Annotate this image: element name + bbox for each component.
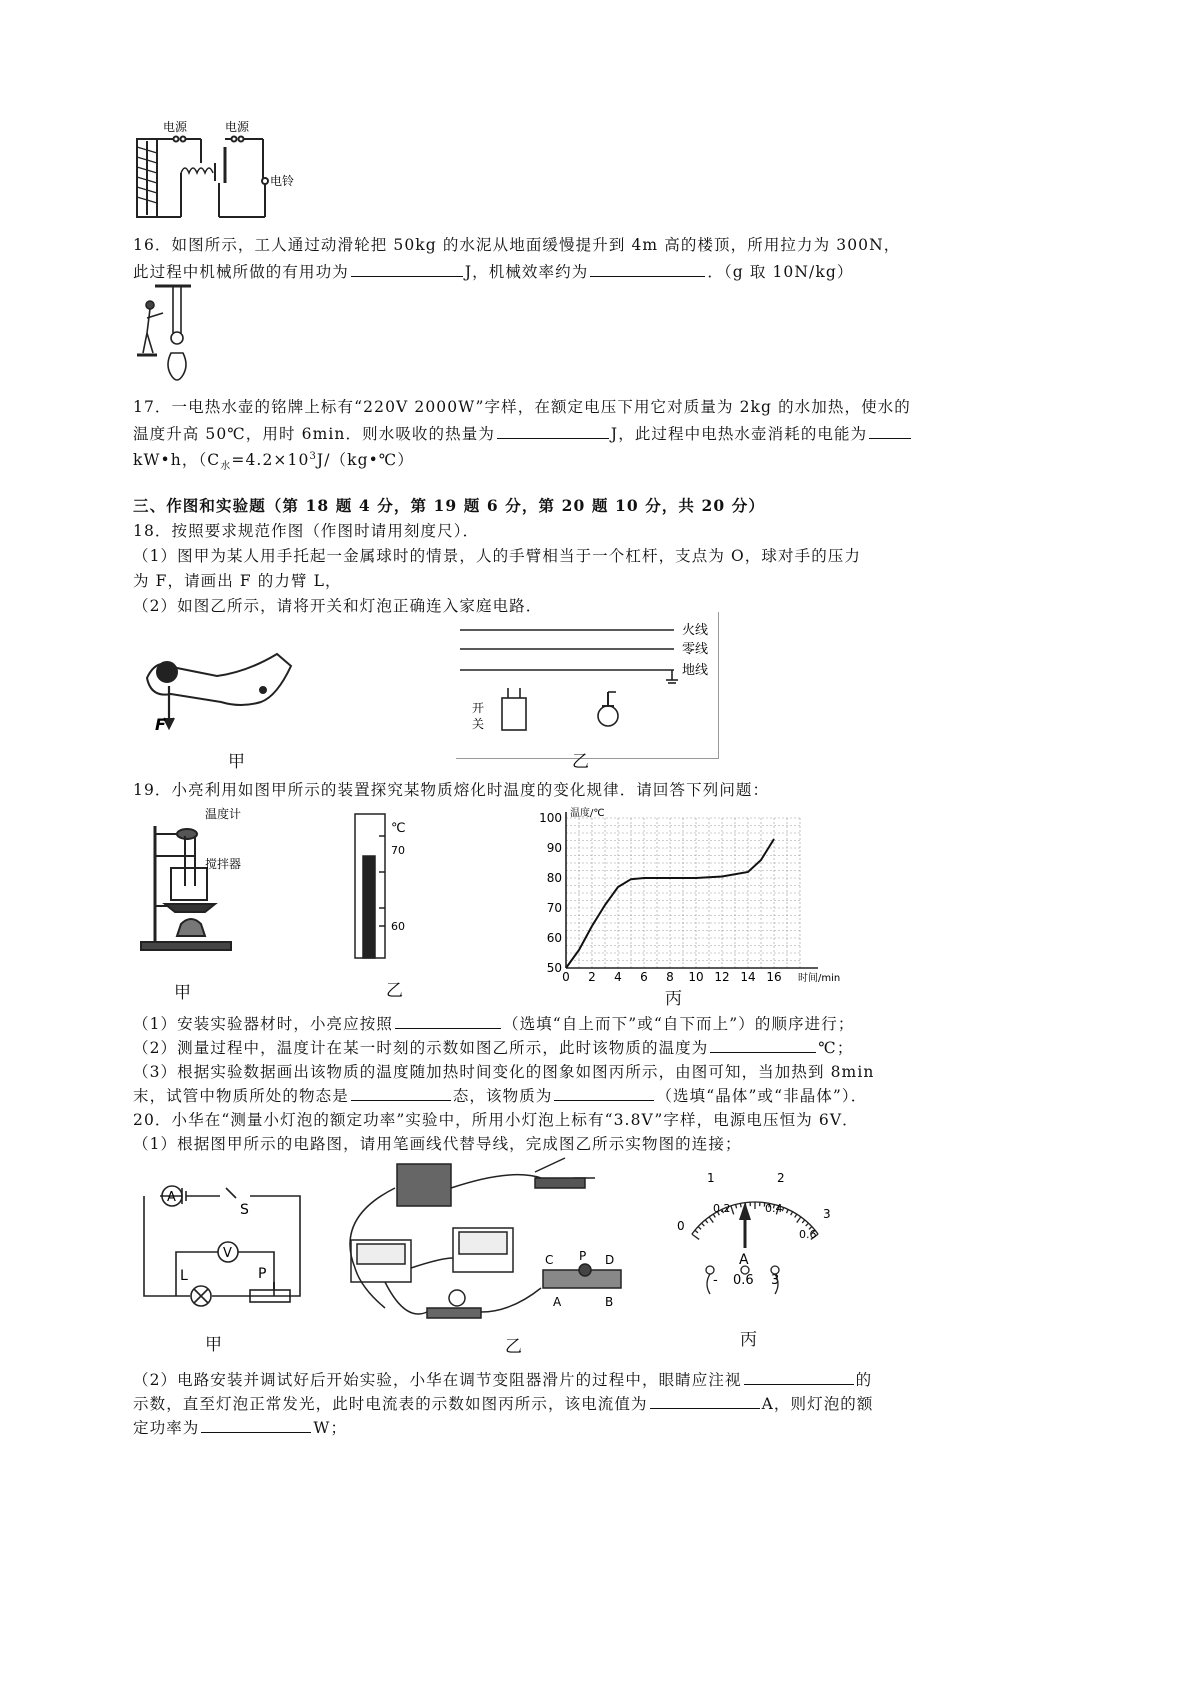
ammeter-dial-figure [665, 1160, 845, 1320]
answer-blank [201, 1418, 311, 1433]
dial-06: 0.6 [799, 1228, 817, 1241]
bell-label: 电铃 [270, 174, 295, 188]
q19-line1: 19．小亮利用如图甲所示的装置探究某物质熔化时温度的变化规律．请回答下列问题： [133, 781, 770, 799]
switch-symbol: S [240, 1202, 249, 1218]
force-label: F [155, 715, 166, 734]
caption-yi-18: 乙 [572, 752, 589, 772]
circuit-schematic-figure [140, 1178, 310, 1308]
answer-blank [710, 1038, 816, 1053]
thermometer-figure [345, 810, 425, 960]
arm-lever-figure [135, 650, 310, 740]
caption-yi-20: 乙 [505, 1337, 522, 1357]
q18-line3: 为 F，请画出 F 的力臂 L， [133, 572, 342, 590]
therm-unit: ℃ [391, 821, 406, 836]
q17-line3: kW•h，（$C_水=4.2\times 10^3J/(kg•℃)$ [133, 450, 414, 473]
dial-tick [695, 1230, 698, 1233]
wire-zero: 零线 [682, 642, 709, 657]
answer-blank [351, 1086, 451, 1101]
q19-sub2: （2）测量过程中，温度计在某一时刻的示数如图乙所示，此时该物质的温度为 ℃； [133, 1039, 854, 1057]
dial-tick [787, 1209, 789, 1213]
q18-line4: （2）如图乙所示，请将开关和灯泡正确连入家庭电路． [133, 597, 543, 615]
voltmeter-symbol: V [223, 1246, 232, 1261]
q19-sub3: （3）根据实验数据画出该物质的温度随加热时间变化的图象如图丙所示，由图可知，当加热到 8min [133, 1063, 875, 1081]
q18-line2: （1）图甲为某人用手托起一金属球时的情景，人的手臂相当于一个杠杆，支点为 O，球对手的压力 [133, 547, 861, 565]
answer-blank [744, 1370, 854, 1385]
x-tick-label: 0 [562, 970, 570, 984]
q20-line1: 20．小华在“测量小灯泡的额定功率”实验中，所用小灯泡上标有“3.8V”字样，电源电压恒为 6V． [133, 1111, 859, 1129]
section-heading: 三、作图和实验题（第 18 题 4 分，第 19 题 6 分，第 20 题 10 分，共 20 分） [133, 496, 765, 515]
therm-70: 70 [391, 844, 405, 857]
q17-line1: 17．一电热水壶的铭牌上标有“220V 2000W”字样，在额定电压下用它对质量为 2kg 的水加热，使水的 [133, 398, 911, 416]
pulley-figure [133, 283, 193, 388]
x-tick-label: 8 [666, 970, 674, 984]
x-tick-label: 6 [640, 970, 648, 984]
answer-blank [590, 262, 705, 277]
dial-2: 2 [777, 1171, 785, 1185]
q19-sub1: （1）安装实验器材时，小亮应按照 （选填“自上而下”或“自下而上”）的顺序进行； [133, 1015, 855, 1033]
y-axis-label: 温度/℃ [570, 808, 605, 819]
answer-blank [351, 262, 463, 277]
temperature-chart [532, 806, 841, 986]
answer-blank [650, 1394, 760, 1409]
dial-tick [698, 1227, 701, 1230]
power-label-2: 电源 [225, 120, 250, 134]
dial-tick [802, 1220, 805, 1223]
dial-tick [797, 1217, 801, 1223]
y-tick-label: 90 [546, 841, 562, 855]
dial-unit-A: A [739, 1252, 749, 1268]
y-tick-label: 50 [546, 961, 562, 975]
ammeter-symbol: A [167, 1190, 176, 1205]
terminal-06: 0.6 [733, 1273, 754, 1288]
therm-60: 60 [391, 920, 405, 933]
x-tick-label: 4 [614, 970, 622, 984]
answer-blank [554, 1086, 654, 1101]
dial-tick [702, 1223, 705, 1226]
x-tick-label: 16 [766, 970, 782, 984]
q20-line2: （1）根据图甲所示的电路图，请用笔画线代替导线，完成图乙所示实物图的连接； [133, 1135, 742, 1153]
dial-tick [791, 1212, 793, 1216]
switch-label-1: 开 [472, 701, 485, 715]
x-tick-label: 14 [740, 970, 756, 984]
answer-blank [869, 424, 911, 439]
q16-line2: 此过程中机械所做的有用功为 J，机械效率约为 ．（g 取 10N/kg） [133, 263, 854, 281]
y-tick-label: 70 [546, 901, 562, 915]
dial-3: 3 [823, 1207, 831, 1221]
caption-bing-20: 丙 [740, 1330, 757, 1350]
terminal-3: 3 [771, 1273, 780, 1288]
rheostat-symbol: P [258, 1266, 267, 1282]
q20-sub2-line2: 示数，直至灯泡正常发光，此时电流表的示数如图丙所示，该电流值为 A，则灯泡的额 [133, 1395, 874, 1413]
caption-jia-20: 甲 [205, 1335, 222, 1355]
dial-tick [731, 1206, 734, 1215]
dial-tick [705, 1220, 708, 1223]
y-tick-label: 80 [546, 871, 562, 885]
dial-1: 1 [707, 1171, 715, 1185]
y-tick-label: 100 [539, 811, 562, 825]
dial-tick [806, 1223, 809, 1226]
dial-02: 0.2 [713, 1202, 731, 1215]
q17-line2: 温度升高 50℃，用时 6min．则水吸收的热量为 J，此过程中电热水壶消耗的电能为 [133, 422, 913, 444]
dial-0: 0 [677, 1219, 685, 1233]
stirrer-label: 搅拌器 [205, 857, 242, 871]
melting-apparatus-figure [135, 806, 255, 956]
q19-sub3b: 末，试管中物质所处的物态是 态，该物质为 （选填“晶体”或“非晶体”）． [133, 1087, 868, 1105]
dial-tick [736, 1204, 737, 1208]
dial-tick [740, 1203, 741, 1207]
dial-tick [709, 1217, 713, 1223]
dial-tick [692, 1234, 699, 1239]
x-tick-label: 12 [714, 970, 730, 984]
caption-bing-19: 丙 [665, 989, 682, 1009]
power-label-1: 电源 [163, 120, 188, 134]
wire-fire: 火线 [682, 623, 709, 638]
terminal-minus: - [713, 1273, 718, 1288]
dial-04: 0.4 [765, 1202, 783, 1215]
q20-sub2-line3: 定功率为 W； [133, 1419, 348, 1437]
wire-ground: 地线 [682, 663, 709, 678]
physical-circuit-figure [335, 1158, 635, 1333]
household-circuit-drawing [456, 612, 718, 758]
x-axis-label: 时间/min [798, 973, 841, 984]
y-tick-label: 60 [546, 931, 562, 945]
q20-sub2-line1: （2）电路安装并调试好后开始实验，小华在调节变阻器滑片的过程中，眼睛应注视 的 [133, 1371, 873, 1389]
rheostat-D: D [605, 1253, 615, 1267]
q16-line1: 16．如图所示，工人通过动滑轮把 50kg 的水泥从地面缓慢提升到 4m 高的楼顶，所用拉力为 300N， [133, 236, 901, 254]
thermometer-label: 温度计 [205, 807, 242, 821]
relay-circuit-figure [133, 117, 293, 222]
x-tick-label: 2 [588, 970, 596, 984]
switch-label-2: 关 [472, 717, 485, 731]
rheostat-C: C [545, 1253, 554, 1267]
answer-blank [497, 424, 609, 439]
rheostat-A: A [553, 1295, 562, 1309]
answer-blank [395, 1014, 501, 1029]
x-tick-label: 10 [688, 970, 704, 984]
lamp-symbol: L [180, 1268, 188, 1284]
dial-tick [795, 1214, 797, 1217]
rheostat-P: P [579, 1249, 587, 1263]
caption-jia-18: 甲 [228, 752, 245, 772]
q18-line1: 18．按照要求规范作图（作图时请用刻度尺）． [133, 522, 480, 540]
rheostat-B: B [605, 1295, 614, 1309]
caption-jia-19: 甲 [174, 983, 191, 1003]
caption-yi-19: 乙 [386, 981, 403, 1001]
